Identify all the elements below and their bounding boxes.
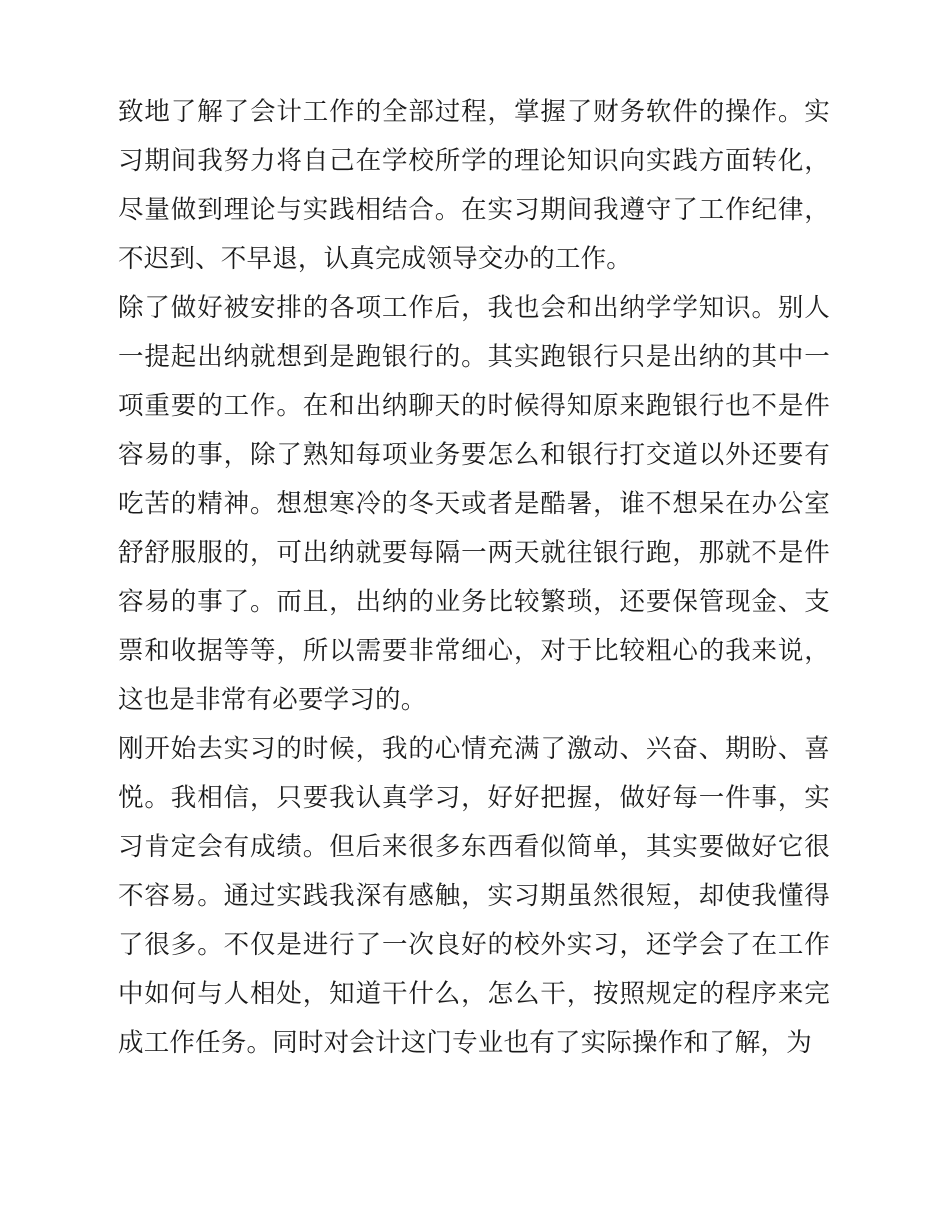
paragraph: 刚开始去实习的时候，我的心情充满了激动、兴奋、期盼、喜悦。我相信，只要我认真学习，好好把握，做好每一件事，实习肯定会有成绩。但后来很多东西看似简单，其实要做好它很不容易。通过实践我深有感触，实习期虽然很短，却使我懂得了很多。不仅是进行了一次良好的校外实习，还学会了在工作中如何与人相处，知道干什么，怎么干，按照规定的程序来完成工作任务。同时对会计这门专业也有了实际操作和了解，为 (118, 734, 830, 1058)
paragraph: 除了做好被安排的各项工作后，我也会和出纳学学知识。别人一提起出纳就想到是跑银行的。其实跑银行只是出纳的其中一项重要的工作。在和出纳聊天的时候得知原来跑银行也不是件容易的事，除了熟知每项业务要怎么和银行打交道以外还要有吃苦的精神。想想寒冷的冬天或者是酷暑，谁不想呆在办公室舒舒服服的，可出纳就要每隔一两天就往银行跑，那就不是件容易的事了。而且，出纳的业务比较繁琐，还要保管现金、支票和收据等等，所以需要非常细心，对于比较粗心的我来说，这也是非常有必要学习的。 (118, 293, 830, 715)
paragraph: 致地了解了会计工作的全部过程，掌握了财务软件的操作。实习期间我努力将自己在学校所学的理论知识向实践方面转化，尽量做到理论与实践相结合。在实习期间我遵守了工作纪律，不迟到、不早退，认真完成领导交办的工作。 (118, 97, 830, 274)
document-body (118, 88, 830, 1068)
